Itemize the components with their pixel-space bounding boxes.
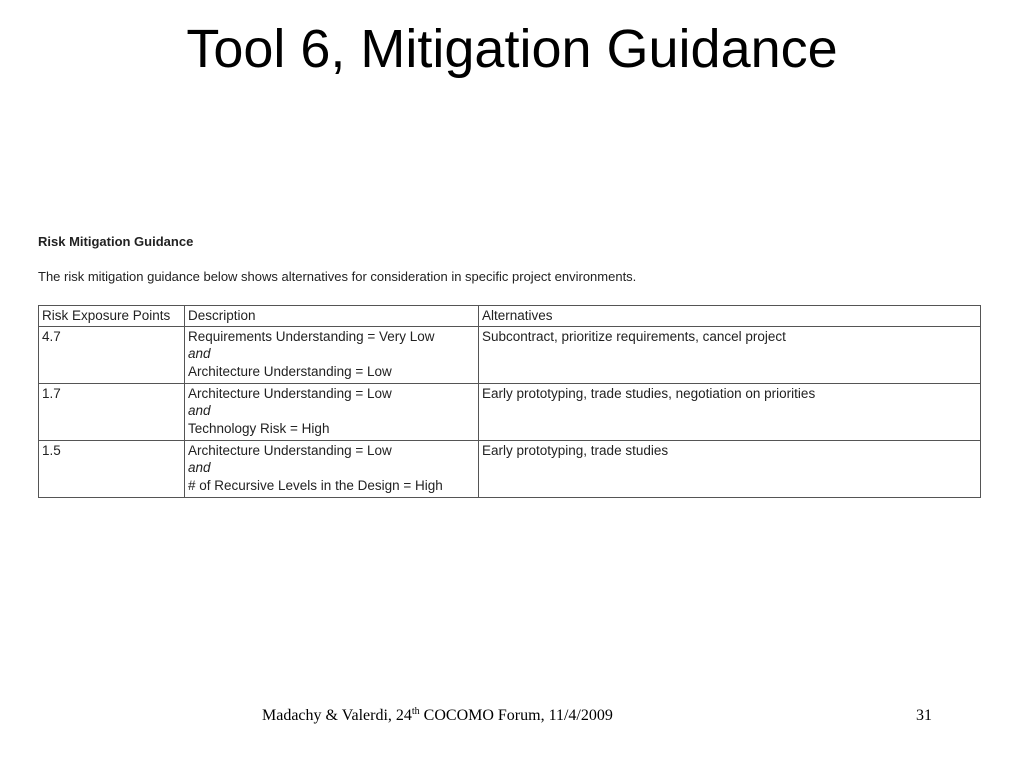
risk-points-cell: 1.5 xyxy=(39,440,185,497)
risk-points-cell: 4.7 xyxy=(39,326,185,383)
footer-credit xyxy=(262,707,613,725)
header-description: Description xyxy=(185,306,479,327)
alternatives-cell: Subcontract, prioritize requirements, cancel project xyxy=(479,326,981,383)
description-line: Technology Risk = High xyxy=(188,420,330,436)
intro-text: The risk mitigation guidance below shows alternatives for consideration in specific project environments. xyxy=(38,269,637,284)
page-number: 31 xyxy=(916,707,932,724)
description-conjunction: and xyxy=(188,346,211,361)
description-cell xyxy=(185,440,479,497)
table-row xyxy=(39,440,981,497)
slide-title: Tool 6, Mitigation Guidance xyxy=(186,19,838,79)
description-line: Requirements Understanding = Very Low xyxy=(188,328,435,344)
footer-credit-prefix: Madachy & Valerdi, 24 xyxy=(262,707,412,724)
alternatives-cell: Early prototyping, trade studies, negotiation on priorities xyxy=(479,383,981,440)
risk-points-cell: 1.7 xyxy=(39,383,185,440)
footer-credit-suffix: COCOMO Forum, 11/4/2009 xyxy=(419,707,613,724)
header-alternatives: Alternatives xyxy=(479,306,981,327)
description-conjunction: and xyxy=(188,460,211,475)
table-row xyxy=(39,326,981,383)
header-risk-exposure-points: Risk Exposure Points xyxy=(39,306,185,327)
description-cell xyxy=(185,326,479,383)
description-line: # of Recursive Levels in the Design = High xyxy=(188,477,443,493)
table-row xyxy=(39,383,981,440)
description-cell xyxy=(185,383,479,440)
description-line: Architecture Understanding = Low xyxy=(188,385,392,401)
footer-credit-superscript: th xyxy=(411,706,420,717)
table-header-row xyxy=(39,306,981,327)
section-heading: Risk Mitigation Guidance xyxy=(38,234,194,249)
description-conjunction: and xyxy=(188,403,211,418)
risk-mitigation-table xyxy=(38,305,981,498)
description-line: Architecture Understanding = Low xyxy=(188,442,392,458)
alternatives-cell: Early prototyping, trade studies xyxy=(479,440,981,497)
description-line: Architecture Understanding = Low xyxy=(188,363,392,379)
